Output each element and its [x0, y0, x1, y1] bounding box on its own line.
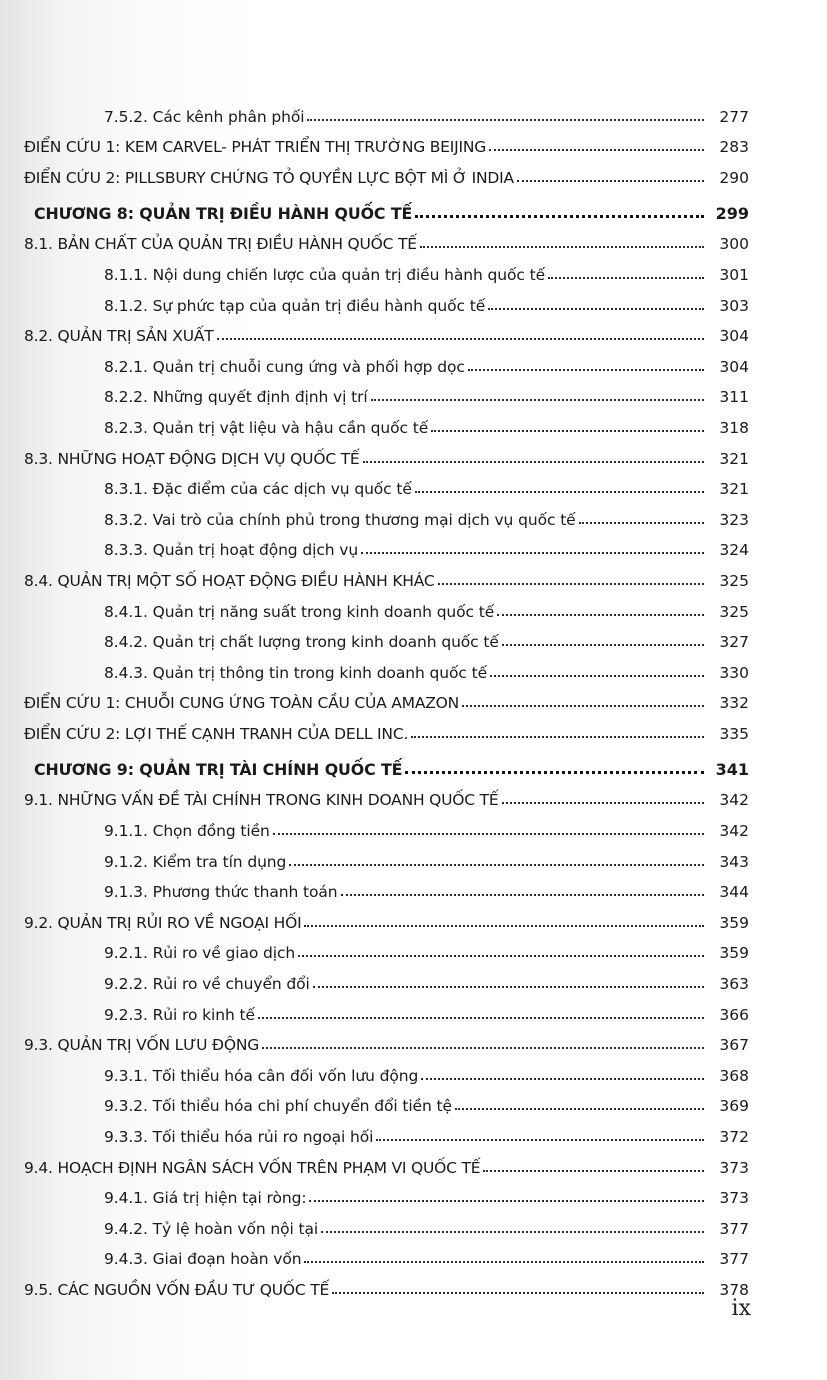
toc-entry [0, 812, 827, 843]
toc-entry-page: 324 [719, 541, 749, 560]
toc-entry [0, 624, 827, 655]
toc-entry [0, 685, 827, 716]
dot-leader [468, 368, 704, 371]
dot-leader [431, 429, 704, 432]
dot-leader [548, 276, 704, 279]
toc-entry-page: 327 [719, 633, 749, 652]
toc-entry-page: 335 [719, 724, 749, 743]
toc-entry-title: 8.2.3. Quản trị vật liệu và hậu cần quốc tế [104, 418, 429, 437]
toc-entry-page: 321 [719, 480, 749, 499]
dot-leader [502, 643, 704, 646]
toc-entry [0, 1149, 827, 1180]
toc-entry-title: 8.2.2. Những quyết định định vị trí [104, 388, 368, 407]
toc-entry [0, 1210, 827, 1241]
toc-entry-title: 9.2.3. Rủi ro kinh tế [104, 1005, 255, 1024]
dot-leader [376, 1138, 704, 1141]
dot-leader [502, 801, 704, 804]
dot-leader [488, 307, 704, 310]
toc-entry-title: ĐIỂN CỨU 2: LỢI THẾ CẠNH TRANH CỦA DELL INC. [24, 724, 409, 743]
toc-entry-page: 277 [719, 107, 749, 126]
toc-entry-page: 321 [719, 449, 749, 468]
toc-entry-title: 9.2.1. Rủi ro về giao dịch [104, 944, 296, 963]
dot-leader [579, 521, 704, 524]
dot-leader [313, 985, 704, 988]
toc-entry [0, 471, 827, 502]
toc-entry-page: 325 [719, 571, 749, 590]
toc-entry-title: 9.3.2. Tối thiểu hóa chi phí chuyển đổi tiền tệ [104, 1097, 452, 1116]
toc-entry-page: 369 [719, 1097, 749, 1116]
toc-entry [0, 935, 827, 966]
toc-entry-title: 9.3.3. Tối thiểu hóa rủi ro ngoại hối [104, 1128, 374, 1146]
toc-entry-page: 311 [719, 388, 749, 407]
toc-entry-page: 299 [715, 203, 749, 223]
dot-leader [307, 118, 704, 121]
dot-leader [262, 1046, 704, 1049]
toc-entry-title: 9.4.2. Tỷ lệ hoàn vốn nội tại [104, 1219, 319, 1238]
dot-leader [438, 582, 705, 585]
toc-entry-title: 9.1.3. Phương thức thanh toán [104, 883, 338, 902]
dot-leader [420, 245, 704, 248]
toc-entry-page: 300 [719, 235, 749, 254]
table-of-contents [0, 98, 827, 1302]
dot-leader [309, 1199, 704, 1202]
toc-entry-title: 9.4.1. Giá trị hiện tại ròng: [104, 1189, 307, 1208]
toc-entry-page: 325 [719, 602, 749, 621]
toc-entry-title: 8.3.2. Vai trò của chính phủ trong thương mại dịch vụ quốc tế [104, 510, 576, 529]
dot-leader [405, 770, 704, 774]
toc-entry-title: CHƯƠNG 8: QUẢN TRỊ ĐIỀU HÀNH QUỐC TẾ [34, 203, 413, 223]
dot-leader [217, 337, 704, 340]
toc-entry-title: 8.2. QUẢN TRỊ SẢN XUẤT [24, 327, 214, 346]
toc-entry-title: 8.4. QUẢN TRỊ MỘT SỐ HOẠT ĐỘNG ĐIỀU HÀNH KHÁC [24, 571, 435, 590]
toc-entry-title: 9.1. NHỮNG VẤN ĐỀ TÀI CHÍNH TRONG KINH DOANH QUỐC TẾ [24, 791, 499, 810]
toc-entry [0, 1271, 827, 1302]
toc-entry [0, 1241, 827, 1272]
toc-entry-page: 372 [719, 1128, 749, 1146]
toc-entry-title: 9.3.1. Tối thiểu hóa cân đối vốn lưu động [104, 1066, 419, 1085]
toc-entry-title: 8.3.3. Quản trị hoạt động dịch vụ [104, 541, 359, 560]
toc-entry [0, 159, 827, 190]
toc-entry-page: 377 [719, 1219, 749, 1238]
toc-entry-page: 359 [719, 913, 749, 932]
toc-entry [0, 1118, 827, 1149]
toc-entry-page: 368 [719, 1066, 749, 1085]
toc-entry-title: 9.3. QUẢN TRỊ VỐN LƯU ĐỘNG [24, 1036, 260, 1055]
toc-entry-page: 323 [719, 510, 749, 529]
toc-entry [0, 256, 827, 287]
toc-entry-page: 343 [719, 852, 749, 871]
dot-leader [517, 179, 704, 182]
toc-entry-title: 7.5.2. Các kênh phân phối [104, 107, 305, 126]
toc-entry [0, 782, 827, 813]
toc-entry [0, 379, 827, 410]
toc-entry-title: ĐIỂN CỨU 1: CHUỖI CUNG ỨNG TOÀN CẦU CỦA AMAZON [24, 694, 460, 713]
toc-entry [0, 904, 827, 935]
toc-entry-title: 9.4.3. Giai đoạn hoàn vốn [104, 1250, 302, 1269]
toc-entry-page: 373 [719, 1189, 749, 1208]
dot-leader [273, 832, 704, 835]
toc-entry-page: 363 [719, 975, 749, 994]
dot-leader [483, 1169, 704, 1172]
toc-entry-page: 359 [719, 944, 749, 963]
toc-entry-title: 9.1.1. Chọn đồng tiền [104, 822, 270, 841]
toc-entry-page: 283 [719, 138, 749, 157]
toc-entry-page: 366 [719, 1005, 749, 1024]
toc-entry-title: 8.3. NHỮNG HOẠT ĐỘNG DỊCH VỤ QUỐC TẾ [24, 449, 360, 468]
dot-leader [421, 1077, 704, 1080]
toc-entry [0, 715, 827, 746]
toc-entry-page: 341 [715, 759, 749, 779]
toc-entry-title: 8.4.2. Quản trị chất lượng trong kinh doanh quốc tế [104, 633, 499, 652]
toc-chapter-entry [0, 746, 827, 782]
dot-leader [258, 1016, 704, 1019]
toc-entry [0, 1180, 827, 1211]
toc-entry-page: 373 [719, 1158, 749, 1177]
toc-entry-page: 378 [719, 1280, 749, 1299]
page-number: ix [731, 1296, 751, 1321]
dot-leader [415, 490, 704, 493]
dot-leader [455, 1107, 704, 1110]
toc-entry [0, 1027, 827, 1058]
toc-entry-page: 304 [719, 357, 749, 376]
dot-leader [361, 551, 704, 554]
dot-leader [304, 1260, 704, 1263]
toc-entry-page: 318 [719, 418, 749, 437]
toc-entry-page: 342 [719, 822, 749, 841]
toc-entry-title: 8.3.1. Đặc điểm của các dịch vụ quốc tế [104, 480, 412, 499]
toc-entry-page: 290 [719, 168, 749, 187]
dot-leader [371, 398, 704, 401]
toc-entry-title: 9.2. QUẢN TRỊ RỦI RO VỀ NGOẠI HỐI [24, 913, 302, 932]
toc-entry-title: ĐIỂN CỨU 2: PILLSBURY CHỨNG TỎ QUYỀN LỰC BỘT MÌ Ở INDIA [24, 168, 514, 187]
toc-entry [0, 440, 827, 471]
toc-entry-title: 8.4.1. Quản trị năng suất trong kinh doanh quốc tế [104, 602, 495, 621]
dot-leader [289, 863, 704, 866]
toc-entry-title: 8.1.2. Sự phức tạp của quản trị điều hành quốc tế [104, 296, 486, 315]
toc-entry [0, 562, 827, 593]
toc-entry-title: 9.5. CÁC NGUỒN VỐN ĐẦU TƯ QUỐC TẾ [24, 1280, 330, 1299]
toc-entry [0, 843, 827, 874]
dot-leader [341, 893, 705, 896]
toc-entry-title: 8.1.1. Nội dung chiến lược của quản trị điều hành quốc tế [104, 265, 546, 284]
toc-entry [0, 501, 827, 532]
toc-entry-title: 9.1.2. Kiểm tra tín dụng [104, 852, 287, 871]
toc-entry [0, 593, 827, 624]
toc-entry [0, 129, 827, 160]
toc-entry [0, 287, 827, 318]
toc-entry-page: 342 [719, 791, 749, 810]
toc-entry-page: 332 [719, 694, 749, 713]
toc-entry-page: 330 [719, 663, 749, 682]
dot-leader [490, 674, 704, 677]
toc-entry-title: 8.1. BẢN CHẤT CỦA QUẢN TRỊ ĐIỀU HÀNH QUỐC TẾ [24, 235, 417, 254]
dot-leader [332, 1291, 704, 1294]
toc-entry [0, 654, 827, 685]
toc-entry [0, 874, 827, 905]
dot-leader [304, 924, 704, 927]
toc-entry-page: 304 [719, 327, 749, 346]
toc-entry [0, 1057, 827, 1088]
dot-leader [489, 148, 704, 151]
toc-entry [0, 1088, 827, 1119]
toc-chapter-entry [0, 190, 827, 226]
toc-entry-title: 9.2.2. Rủi ro về chuyển đổi [104, 975, 310, 994]
toc-entry [0, 409, 827, 440]
toc-entry-page: 303 [719, 296, 749, 315]
toc-entry [0, 98, 827, 129]
toc-entry-title: 8.4.3. Quản trị thông tin trong kinh doanh quốc tế [104, 663, 487, 682]
toc-entry [0, 532, 827, 563]
toc-entry [0, 965, 827, 996]
toc-entry [0, 318, 827, 349]
dot-leader [363, 460, 704, 463]
toc-entry-page: 301 [719, 265, 749, 284]
toc-entry-page: 377 [719, 1250, 749, 1269]
dot-leader [497, 613, 704, 616]
dot-leader [462, 704, 704, 707]
toc-entry-title: 9.4. HOẠCH ĐỊNH NGÂN SÁCH VỐN TRÊN PHẠM VI QUỐC TẾ [24, 1158, 481, 1177]
toc-entry [0, 348, 827, 379]
toc-entry-page: 367 [719, 1036, 749, 1055]
toc-entry-title: CHƯƠNG 9: QUẢN TRỊ TÀI CHÍNH QUỐC TẾ [34, 759, 403, 779]
toc-entry-title: 8.2.1. Quản trị chuỗi cung ứng và phối hợp dọc [104, 357, 465, 376]
dot-leader [321, 1230, 704, 1233]
toc-entry [0, 996, 827, 1027]
dot-leader [411, 735, 704, 738]
toc-entry [0, 226, 827, 257]
dot-leader [415, 214, 704, 218]
toc-entry-title: ĐIỂN CỨU 1: KEM CARVEL- PHÁT TRIỂN THỊ TRƯỜNG BEIJING [24, 138, 487, 157]
dot-leader [298, 954, 704, 957]
toc-entry-page: 344 [719, 883, 749, 902]
